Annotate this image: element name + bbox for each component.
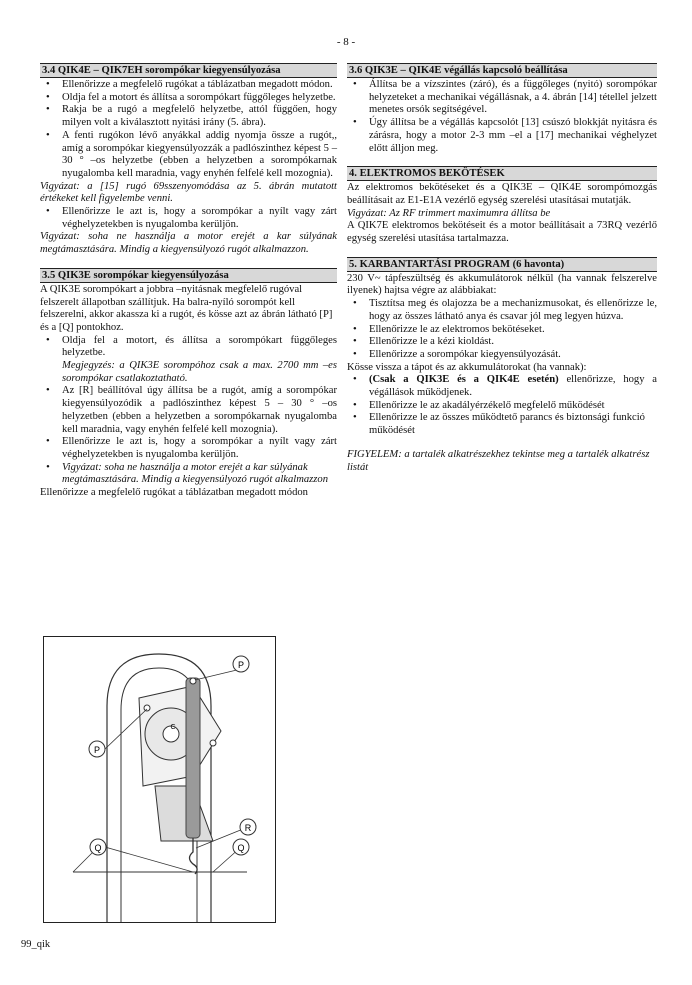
list-item: • Tisztítsa meg és olajozza be a mechanizmusokat, és ellenőrizze le, hogy az összes látható anya és csavar jól meg legyen húzva. [347,298,657,323]
svg-text:P: P [237,660,245,670]
section-3-4-heading: 3.4 QIK4E – QIK7EH sorompókar kiegyensúlyozása [40,63,337,78]
section-3-5-outro: Ellenőrizze a megfelelő rugókat a táblázatban megadott módon [40,487,308,499]
remark-note: Megjegyzés: a QIK3E sorompóhoz csak a max. 2700 mm –es sorompókar csatlakoztatható. [62,360,337,384]
list-item: • Ellenőrizze a megfelelő rugókat a táblázatban megadott módon. [40,79,337,92]
section-5-heading: 5. KARBANTARTÁSI PROGRAM (6 havonta) [347,257,657,272]
section-4-text: A QIK7E elektromos bekötéseit és a motor beállításait a 73RQ vezérlő egység szerelési utasítása tartalmazza. [347,220,657,245]
warning-note: Vigyázat: a [15] rugó 69sszenyomódása az 5. ábrán mutatott értékeket kell figyelembe venni. [40,180,337,205]
list-item: • Ellenőrizze a sorompókar kiegyensúlyozását. [347,349,657,362]
section-5-intro: 230 V~ tápfeszültség és akkumulátorok nélkül (ha vannak felszerelve ilyenek) hajtsa végre az alábbiakat: [347,272,657,297]
list-item: • Ellenőrizze le az elektromos bekötéseket. [347,324,657,337]
list-item: • Rakja be a rugó a megfelelő helyzetbe, attól függően, hogy milyen volt a kiválasztott nyitási irány (5. ábra). [40,104,337,129]
list-item [347,374,657,399]
svg-text:Q: Q [237,843,245,853]
svg-text:P: P [93,745,101,755]
list-item: • Ellenőrizze le az összes működtető parancs és biztonsági funkció működését [347,412,657,437]
section-3-6-heading: 3.6 QIK3E – QIK4E végállás kapcsoló beállítása [347,63,657,78]
page-number: - 8 - [336,36,356,48]
list-item: • Úgy állítsa be a végállás kapcsolót [13] csúszó blokkját nyitásra és zárásra, hogy a motor 2-3 mm –el a [17] mechanikai véghelyzet előtt álljon meg. [347,117,657,155]
label-q-left [90,839,106,855]
left-column [40,63,337,500]
svg-text:R: R [244,823,252,833]
list-item [40,335,337,386]
label-q-right [233,839,249,855]
section-3-4-list [40,79,337,181]
right-column [347,63,657,474]
list-item: • Az [R] beállítóval úgy állítsa be a rugót, amíg a sorompókar kiegyensúlyozódik a padlószinthez képest 5 – 30 ° –os helyzetben (ebben a helyzetben a sorompókarnak nyugalomba kell maradnia, vagy enyhén felfelé kell mozognia). [40,385,337,436]
section-3-5-heading: 3.5 QIK3E sorompókar kiegyensúlyozása [40,268,337,283]
footer-code: 99_qik [21,939,51,950]
list-item-bold: (Csak a QIK3E és a QIK4E esetén) [369,374,559,386]
list-item: • Ellenőrizze le a kézi kioldást. [347,336,657,349]
spring-balance-figure [43,636,276,923]
list-item: • Ellenőrizze le azt is, hogy a sorompókar a nyílt vagy zárt véghelyzetekben is nyugalomba kerüljön. [40,206,337,231]
list-item: • Vigyázat: soha ne használja a motor erejét a kar súlyának megtámasztására. Mindig a kiegyensúlyozó rugót alkalmazzon [40,462,337,487]
label-r [240,819,256,835]
section-3-5-intro: A QIK3E sorompókart a jobbra –nyitásnak megfelelő rugóval felszerelt állapotban szállítjuk. Ha balra-nyíló sorompót kell felszerelni, akkor akassza ki a rugót, és kösse azt az ábrán látható [P] és a [Q] pontokhoz. [40,283,333,333]
list-item: • Oldja fel a motort és állítsa a sorompókart függőleges helyzetbe. [40,92,337,105]
spare-parts-warning: FIGYELEM: a tartalék alkatrészekhez tekintse meg a tartalék alkatrész listát [347,448,650,473]
section-5-list-2 [347,374,657,438]
section-3-4-list-2 [40,206,337,231]
section-3-6-list [347,79,657,155]
section-5-mid: Kösse vissza a tápot és az akkumulátorokat (ha vannak): [347,361,587,373]
list-item-text: ellenőrizze, hogy a végállások működjenek. [369,374,657,399]
warning-note: Vigyázat: soha ne használja a motor erejét a kar súlyának megtámasztására. Mindig a kiegyensúlyozó rugót alkalmazzon. [40,231,337,256]
svg-text:Q: Q [94,843,102,853]
warning-note: Vigyázat: Az RF trimmert maximumra állítsa be [347,207,551,219]
list-item: • Állítsa be a vízszintes (záró), és a függőleges (nyitó) sorompókar helyzeteket a mechanikai végállásnak, a 4. ábrán [14] tétellel jelzett menetes orsók segítségével. [347,79,657,117]
label-c: C [170,724,176,731]
list-item-text: Oldja fel a motort, és állítsa a sorompókart függőleges helyzetbe. [62,334,337,359]
barrier-mechanism-drawing [43,636,276,923]
label-p-top [233,656,249,672]
section-4-heading: 4. ELEKTROMOS BEKÖTÉSEK [347,166,657,181]
list-item: • Ellenőrizze le az akadályérzékelő megfelelő működését [347,400,657,413]
list-item: • Ellenőrizze le azt is, hogy a sorompókar a nyílt vagy zárt véghelyzetekben is nyugalomba kerüljön. [40,436,337,461]
section-4-text: Az elektromos bekötéseket és a QIK3E – QIK4E sorompómozgás beállításait az E1-E1A vezérlő egység szerelési utasításai mutatják. [347,182,657,206]
section-5-list [347,298,657,362]
section-3-5-list [40,335,337,487]
list-item: • A fenti rugókon lévő anyákkal addig nyomja össze a rugót,, amíg a sorompókar kiegyensúlyozzák a padlószinthez képest 5 – 30 ° –os helyzetbe (ebben a helyzetben a sorompókarnak nyugalomba kell maradnia, vagy enyhén felfelé kell mozognia). [40,130,337,181]
label-p-left [89,741,105,757]
